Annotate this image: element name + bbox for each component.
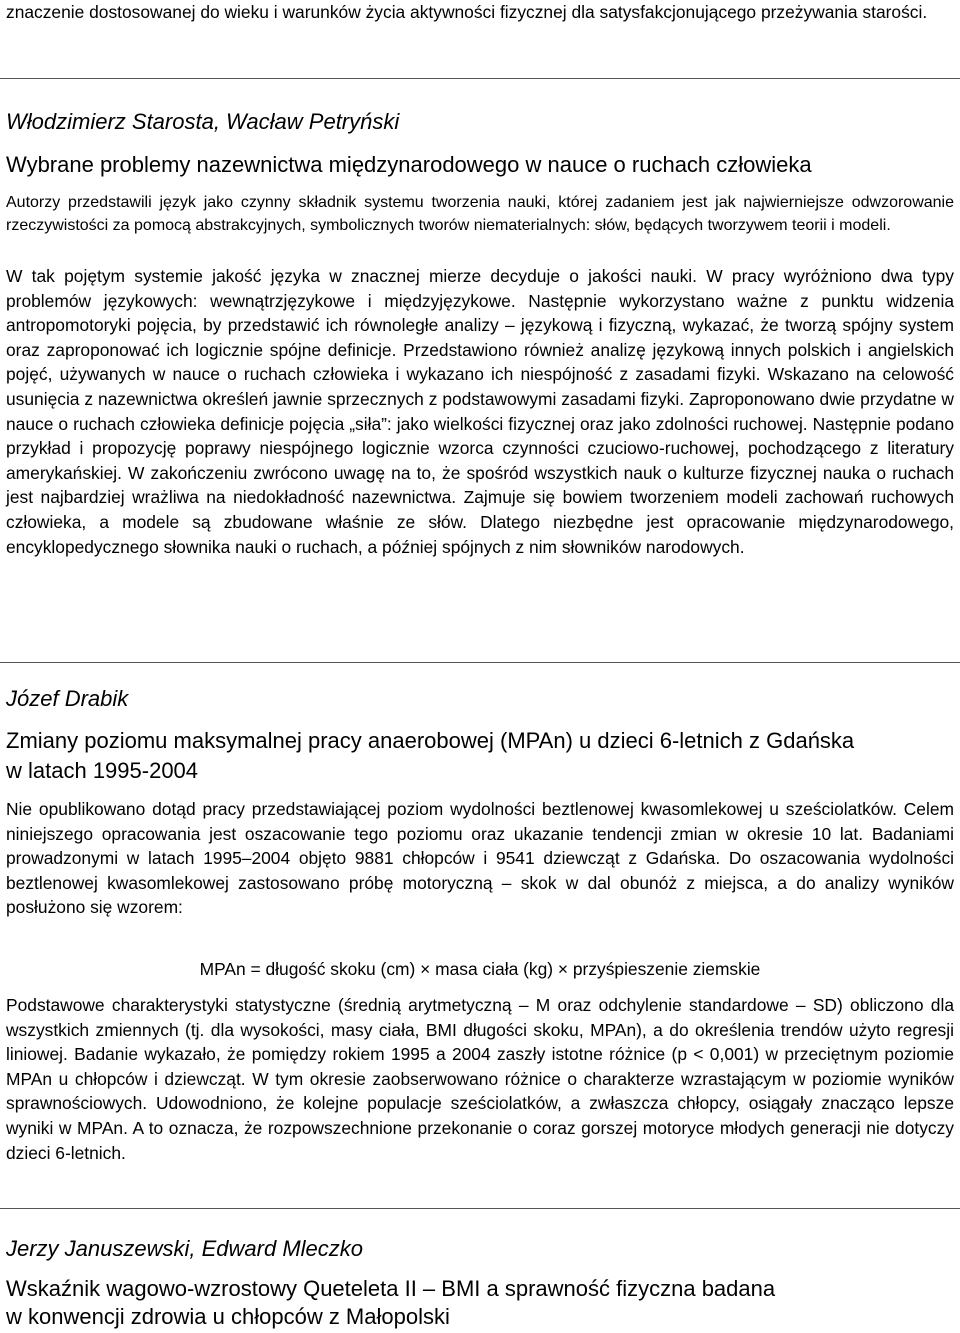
article-2-paragraph-2: Podstawowe charakterystyki statystyczne (średnią arytmetyczną – M oraz odchylenie standardowe – SD) obliczono dla wszystkich zmiennych (tj. dla wysokości, masy ciała, BMI długości skoku, MPAn), a do określenia trendów użyto regresji liniowej. Badanie wykazało, że pomiędzy rokiem 1995 a 2004 zaszły istotne różnice (p < 0,001) w przeciętnym poziomie MPAn u chłopców i dziewcząt. W tym okresie zaobserwowano różnice o charakterze wzrastającym w poziomie wyników sprawnościowych. Udowodniono, że kolejne populacje sześciolatków, a zwłaszcza chłopcy, osiągały znacząco lepsze wyniki w MPAn. A to oznacza, że rozpowszechnione przekonanie o coraz gorszej motoryce młodych generacji nie dotyczy dzieci 6-letnich. xyxy=(6,995,954,1163)
article-1-title: Wybrane problemy nazewnictwa międzynarodowego w nauce o ruchach człowieka xyxy=(6,152,812,177)
intro-tail-paragraph: znaczenie dostosowanej do wieku i warunków życia aktywności fizycznej dla satysfakcjonującego przeżywania starości. xyxy=(6,2,928,22)
article-3-title-line-2: w konwencji zdrowia u chłopców z Małopolski xyxy=(6,1304,450,1329)
article-3-title-line-1: Wskaźnik wagowo-wzrostowy Queteleta II – BMI a sprawność fizyczna badana xyxy=(6,1276,776,1301)
section-divider xyxy=(0,1208,960,1209)
article-2-authors: Józef Drabik xyxy=(6,686,129,711)
mpan-formula: MPAn = długość skoku (cm) × masa ciała (kg) × przyśpieszenie ziemskie xyxy=(199,959,761,979)
article-1-paragraph-1: Autorzy przedstawili język jako czynny składnik systemu tworzenia nauki, której zadaniem jest jak najwierniejsze odwzorowanie rzeczywistości za pomocą abstrakcyjnych, symbolicznych tworów niematerialnych: słów, będących tworzywem teorii i modeli. xyxy=(6,194,954,234)
article-2-title-line-1: Zmiany poziomu maksymalnej pracy anaerobowej (MPAn) u dzieci 6-letnich z Gdańska xyxy=(6,728,855,753)
article-1-authors: Włodzimierz Starosta, Wacław Petryński xyxy=(6,109,400,134)
article-1-paragraph-2: W tak pojętym systemie jakość języka w znacznej mierze decyduje o jakości nauki. W pracy wyróżniono dwa typy problemów językowych: wewnątrzjęzykowe i międzyjęzykowe. Następnie wykorzystano ważne z punktu widzenia antropomotoryki pojęcia, by przedstawić ich równoległe analizy – językową i fizyczną, wykazać, że tworzą spójny system oraz zaproponować ich logicznie spójne definicje. Przedstawiono również analizę językową innych polskich i angielskich pojęć, używanych w nauce o ruchach człowieka i wykazano ich niespójność z zasadami fizyki. Wskazano na celowość usunięcia z nazewnictwa określeń jawnie sprzecznych z podstawowymi zasadami fizyki. Zaproponowano dwie przydatne w nauce o ruchach człowieka definicje pojęcia „siła”: jako wielkości fizycznej oraz jako zdolności ruchowej. Następnie podano przykład i propozycję poprawy niespójnego logicznie wzorca czynności czuciowo-ruchowej, pochodzącego z literatury amerykańskiej. W zakończeniu zwrócono uwagę na to, że spośród wszystkich nauk o kulturze fizycznej nauka o ruchach jest najbardziej wrażliwa na niedokładność nazewnictwa. Zajmuje się bowiem tworzeniem modeli zachowań ruchowych człowieka, a modele są zbudowane właśnie ze słów. Dlatego niezbędne jest opracowanie międzynarodowego, encyklopedycznego słownika nauki o ruchach, a później spójnych z nim słowników narodowych. xyxy=(6,266,954,557)
article-2-title-line-2: w latach 1995-2004 xyxy=(6,758,199,783)
article-3-authors: Jerzy Januszewski, Edward Mleczko xyxy=(6,1236,364,1261)
article-2-paragraph-1: Nie opublikowano dotąd pracy przedstawiającej poziom wydolności beztlenowej kwasomlekowej u sześciolatków. Celem niniejszego opracowania jest oszacowanie tego poziomu oraz ukazanie tendencji zmian w okresie 10 lat. Badaniami prowadzonymi w latach 1995–2004 objęto 9881 chłopców i 9541 dziewcząt z Gdańska. Do oszacowania wydolności beztlenowej kwasomlekowej zastosowano próbę motoryczną – skok w dal obunóż z miejsca, a do analizy wyników posłużono się wzorem: xyxy=(6,799,954,918)
section-divider xyxy=(0,78,960,79)
section-divider xyxy=(0,662,960,663)
